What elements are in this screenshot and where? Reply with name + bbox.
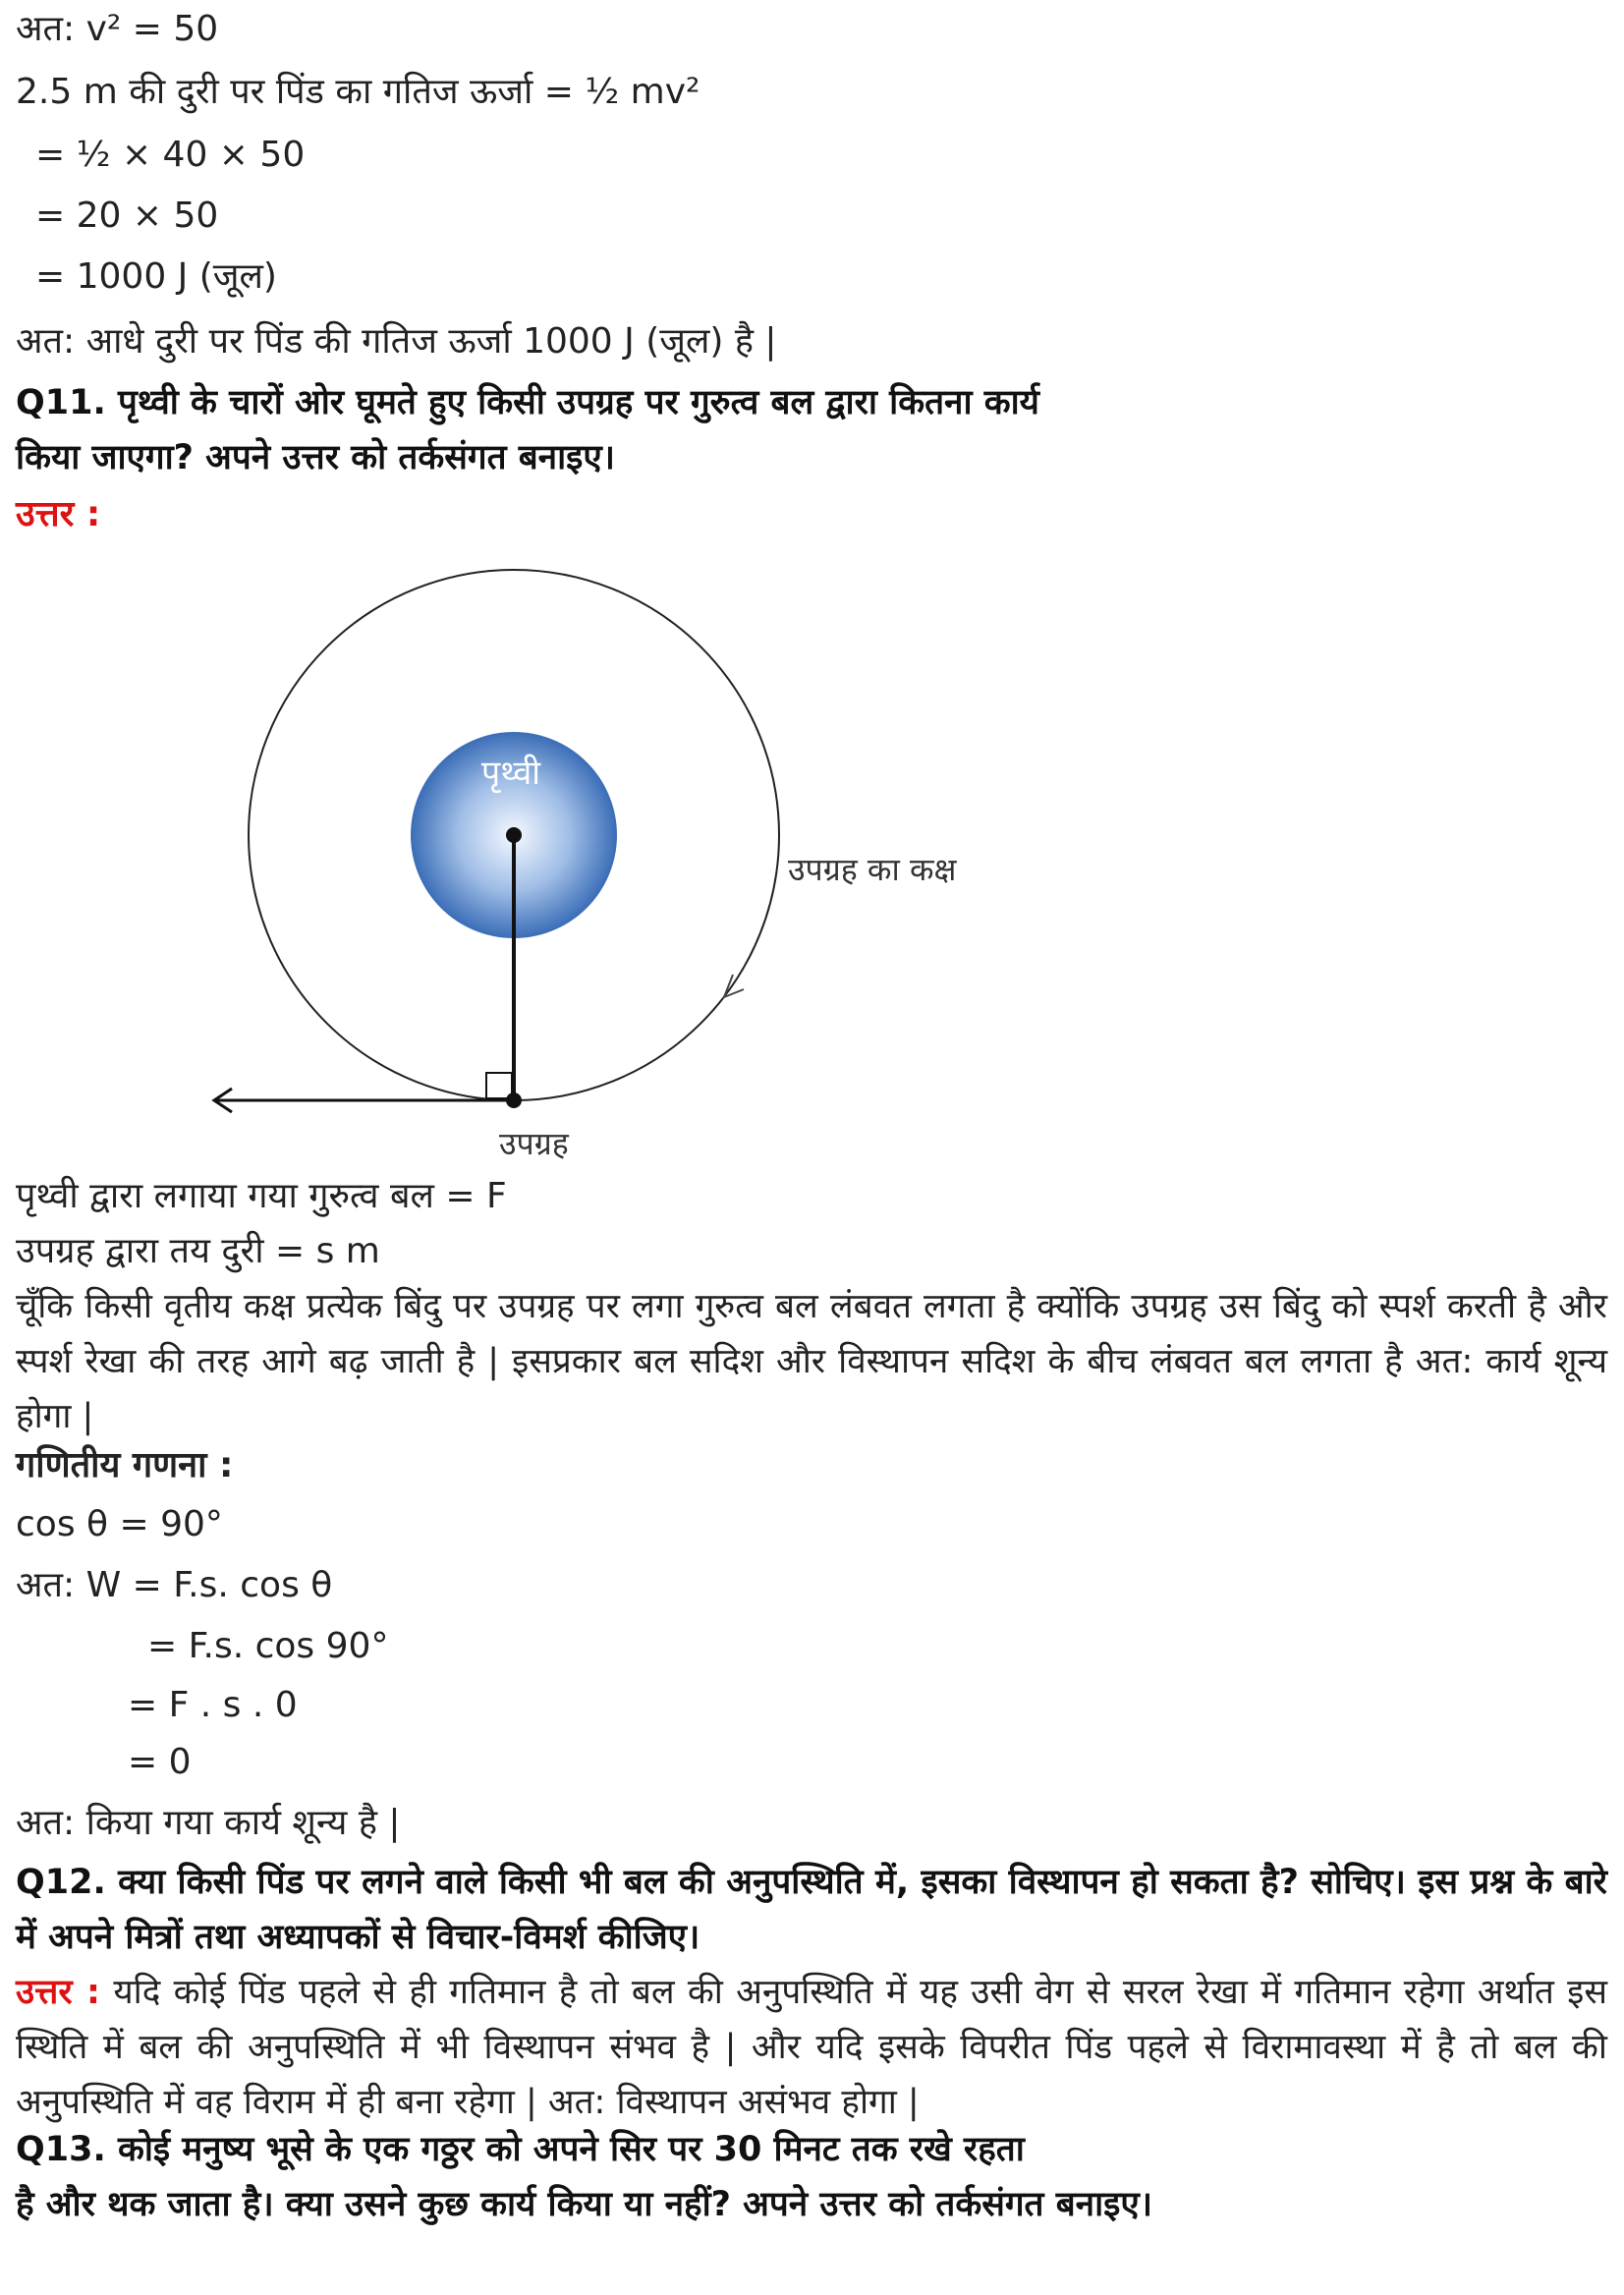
answer-text: यदि कोई पिंड पहले से ही गतिमान है तो बल की अनुपस्थिति में यह उसी वेग से सरल रेखा में गतिमान रहेगा अर्थात इस स्थिति में बल की अनुपस्थिति में भी विस्थापन संभव है | और यदि इसके विपरीत पिंड पहले से विरामावस्था में है तो बल की अनुपस्थिति में वह विराम में ही बना रहेगा | अत: विस्थापन असंभव होगा | xyxy=(16,1973,1607,2122)
satellite-label: उपग्रह xyxy=(499,1125,569,1162)
answer-q12 xyxy=(16,1965,1607,2130)
calc-conclusion: अत: किया गया कार्य शून्य है | xyxy=(16,1803,401,1843)
explanation-paragraph: चूँकि किसी वृतीय कक्ष प्रत्येक बिंदु पर उपग्रह पर लगा गुरुत्व बल लंबवत लगता है क्योंकि उपग्रह उस बिंदु को स्पर्श करती है और स्पर्श रेखा की तरह आगे बढ़ जाती है | इसप्रकार बल सदिश और विस्थापन सदिश के बीच लंबवत बल लगता है अत: कार्य शून्य होगा | xyxy=(16,1287,1607,1436)
text-line: = ½ × 40 × 50 xyxy=(35,135,306,175)
orbit-label: उपग्रह का कक्ष xyxy=(788,851,957,888)
calculation-heading: गणितीय गणना : xyxy=(16,1445,234,1485)
calc-line: = 0 xyxy=(128,1742,192,1782)
question-q13-line1: Q13. कोई मनुष्य भूसे के एक गठ्ठर को अपने सिर पर 30 मिनट तक रखे रहता xyxy=(16,2130,1025,2169)
answer-label: उत्तर : xyxy=(16,1973,101,2012)
calc-line: cos θ = 90° xyxy=(16,1504,223,1544)
calc-line: = F . s . 0 xyxy=(128,1685,298,1725)
answer-label: उत्तर : xyxy=(16,494,101,534)
question-q11-line1: Q11. पृथ्वी के चारों ओर घूमते हुए किसी उपग्रह पर गुरुत्व बल द्वारा कितना कार्य xyxy=(16,383,1039,422)
force-line: पृथ्वी द्वारा लगाया गया गुरुत्व बल = F xyxy=(16,1176,507,1216)
text-line: अत: v² = 50 xyxy=(16,9,219,49)
earth-label: पृथ्वी xyxy=(480,754,541,793)
right-angle-marker xyxy=(486,1073,512,1098)
text-line: अत: आधे दुरी पर पिंड की गतिज ऊर्जा 1000 J (जूल) है | xyxy=(16,321,777,362)
question-q12: Q12. क्या किसी पिंड पर लगने वाले किसी भी बल की अनुपस्थिति में, इसका विस्थापन हो सकता है? सोचिए। इस प्रश्न के बारे में अपने मित्रों तथा अध्यापकों से विचार-विमर्श कीजिए। xyxy=(16,1863,1607,1957)
text-line: = 20 × 50 xyxy=(35,196,219,236)
distance-line: उपग्रह द्वारा तय दुरी = s m xyxy=(16,1231,380,1271)
question-q13-line2: है और थक जाता है। क्या उसने कुछ कार्य किया या नहीं? अपने उत्तर को तर्कसंगत बनाइए। xyxy=(16,2185,1152,2224)
orbit-diagram xyxy=(187,550,1071,1179)
text-line: 2.5 m की दुरी पर पिंड का गतिज ऊर्जा = ½ mv² xyxy=(16,72,700,112)
calc-line: अत: W = F.s. cos θ xyxy=(16,1565,333,1605)
question-q11-line2: किया जाएगा? अपने उत्तर को तर्कसंगत बनाइए। xyxy=(16,438,615,477)
calc-line: = F.s. cos 90° xyxy=(147,1626,389,1666)
text-line: = 1000 J (जूल) xyxy=(35,256,277,297)
